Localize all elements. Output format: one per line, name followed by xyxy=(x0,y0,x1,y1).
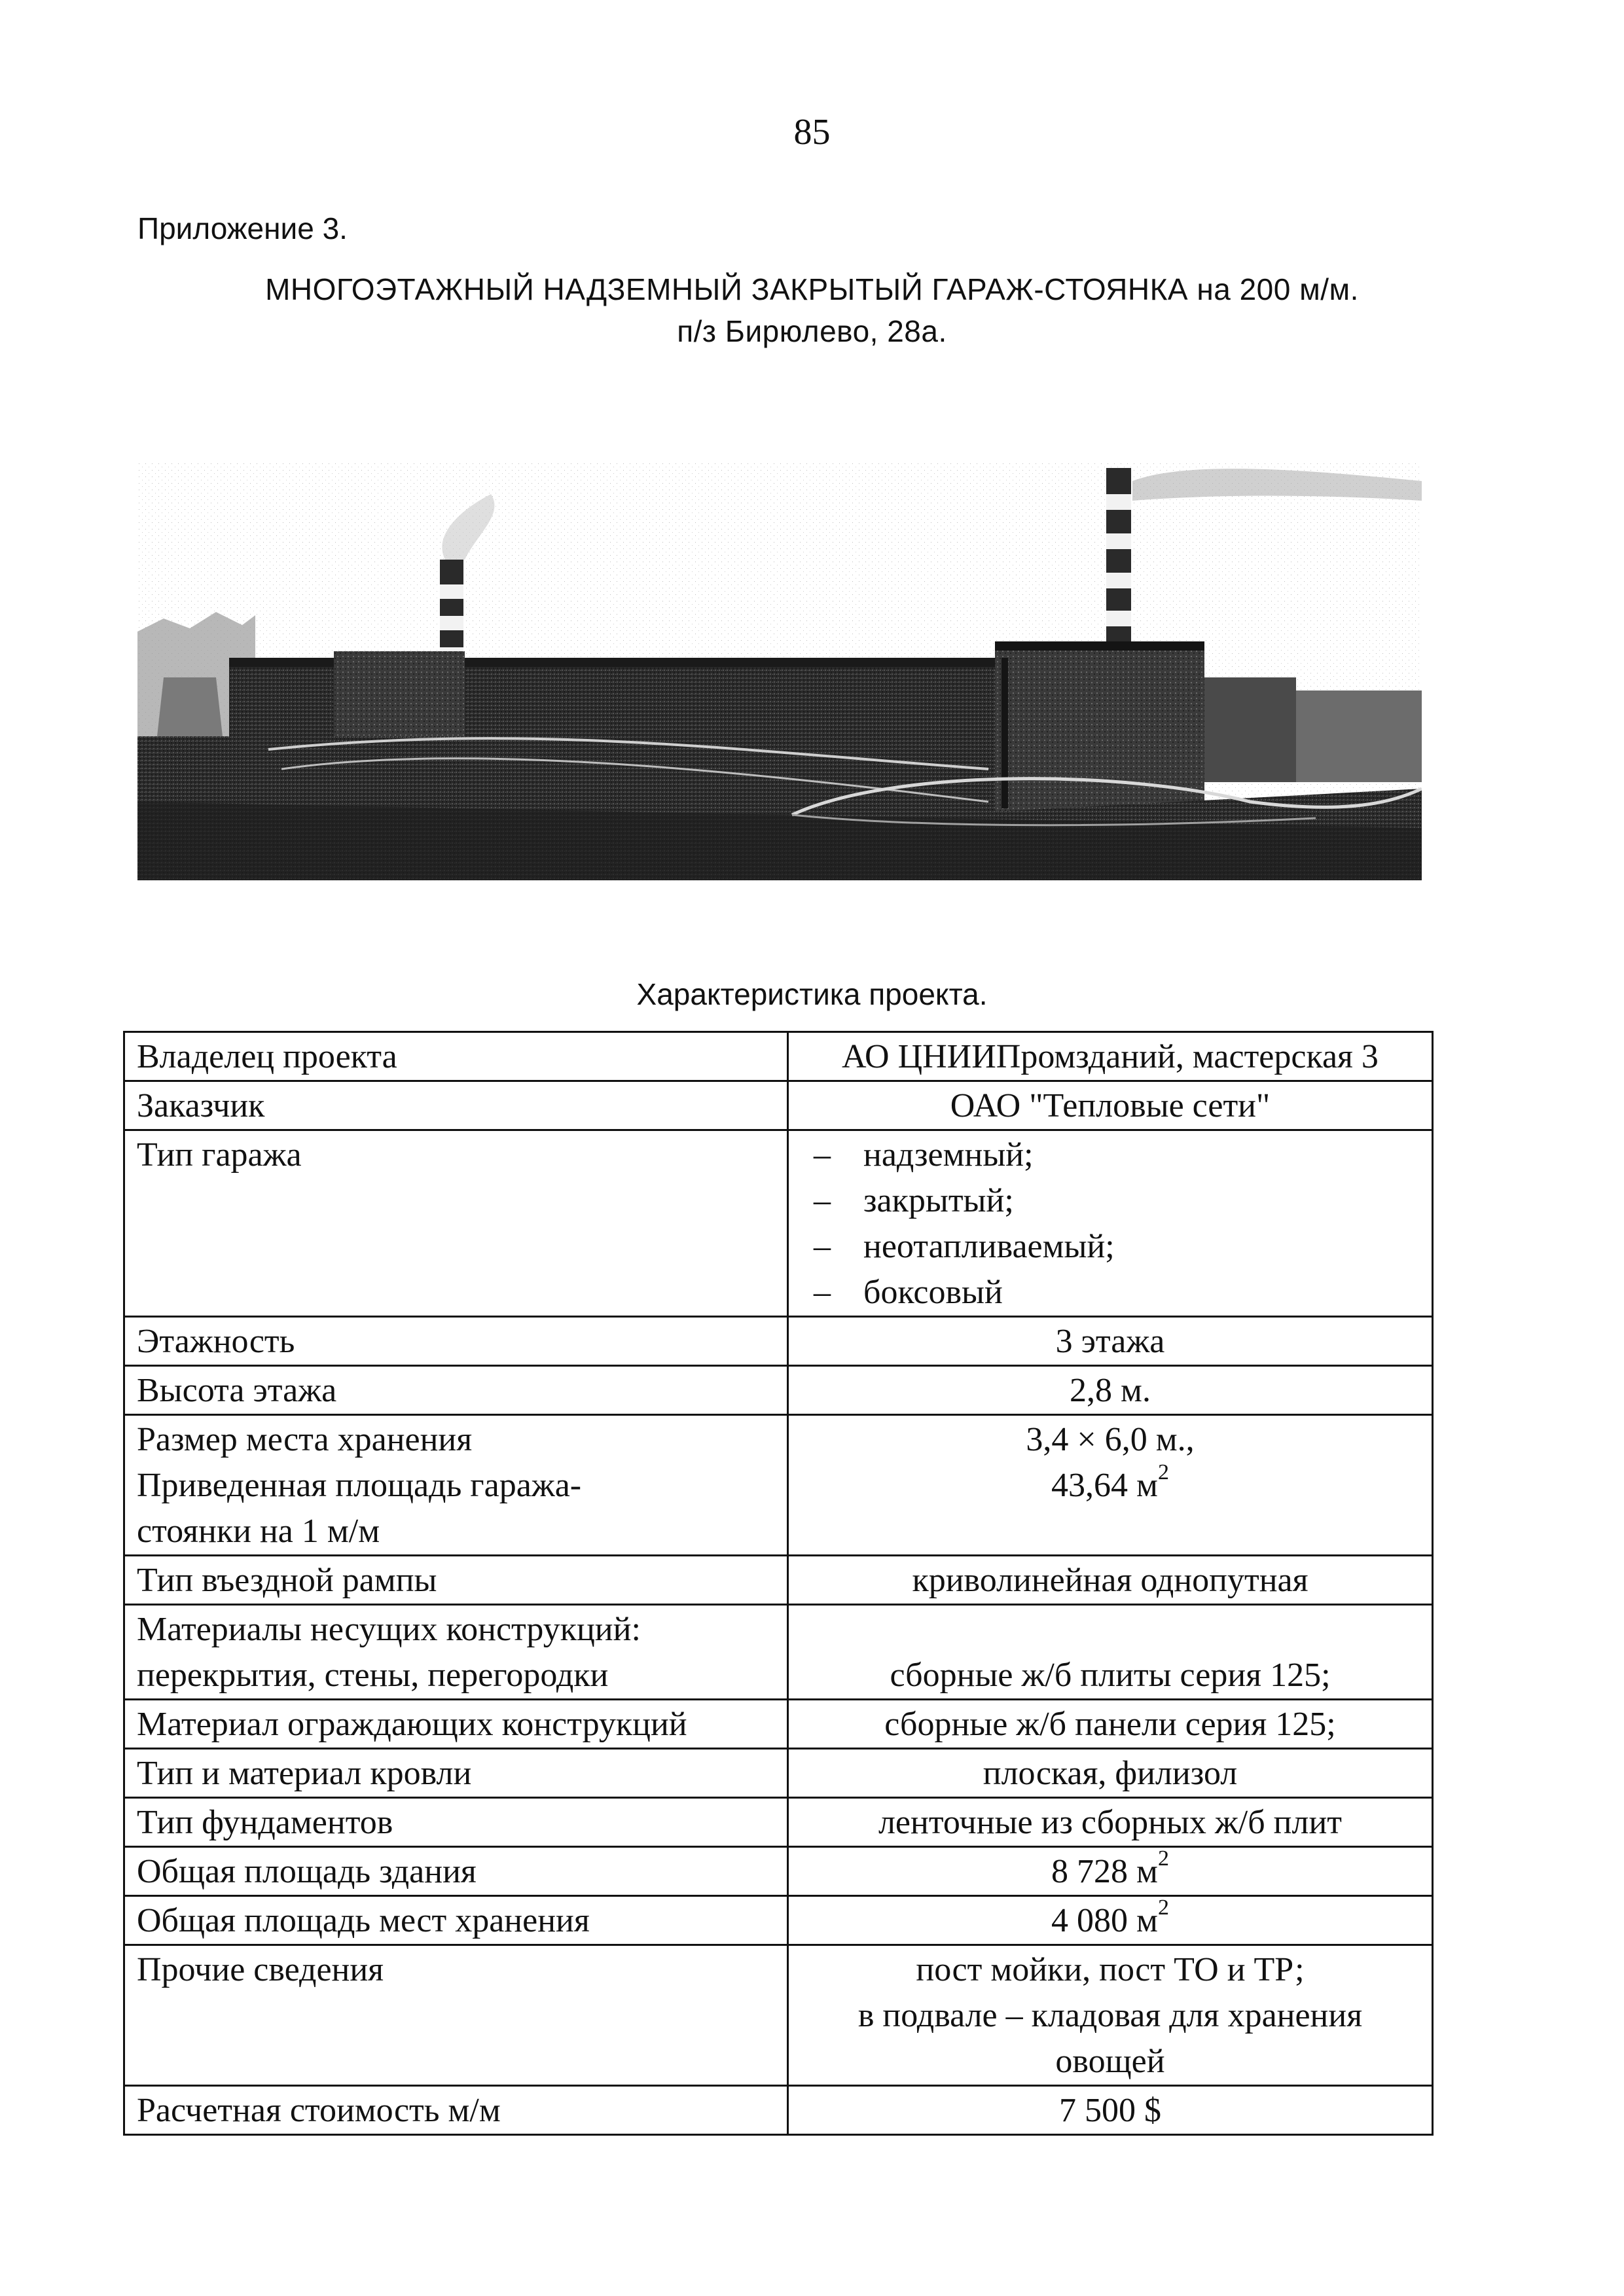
table-row xyxy=(124,1605,1433,1700)
row-value: АО ЦНИИПромзданий, мастерская 3 xyxy=(788,1032,1433,1081)
row-value: криволинейная однопутная xyxy=(788,1556,1433,1605)
row-label: Прочие сведения xyxy=(124,1945,788,2086)
row-value: сборные ж/б панели серия 125; xyxy=(788,1700,1433,1749)
row-value: сборные ж/б плиты серия 125; xyxy=(788,1605,1433,1700)
list-item xyxy=(801,1270,1420,1316)
row-value: 7 500 $ xyxy=(788,2086,1433,2135)
row-label: Материал ограждающих конструкций xyxy=(124,1700,788,1749)
row-label-line: стоянки на 1 м/м xyxy=(137,1513,380,1550)
list-item-text: неотапливаемый; xyxy=(863,1228,1115,1265)
table-row xyxy=(124,1896,1433,1945)
row-value xyxy=(788,1945,1433,2086)
superscript: 2 xyxy=(1157,1846,1169,1871)
table-row xyxy=(124,1081,1433,1130)
table-row xyxy=(124,1032,1433,1081)
row-value-line: в подвале – кладовая для хранения xyxy=(857,1997,1363,2034)
row-label: Владелец проекта xyxy=(124,1032,788,1081)
row-label: Общая площадь здания xyxy=(124,1847,788,1896)
row-value xyxy=(788,1896,1433,1945)
table-row xyxy=(124,1749,1433,1798)
superscript: 2 xyxy=(1157,1895,1169,1920)
row-value xyxy=(788,1847,1433,1896)
table-row xyxy=(124,1798,1433,1847)
table-row xyxy=(124,1317,1433,1366)
row-value-line: пост мойки, пост ТО и ТР; xyxy=(916,1951,1305,1988)
area-value: 4 080 м xyxy=(1051,1902,1158,1939)
row-value xyxy=(788,1130,1433,1317)
row-label: Этажность xyxy=(124,1317,788,1366)
garage-photo xyxy=(137,461,1422,880)
row-label-line: Размер места хранения xyxy=(137,1421,473,1458)
list-item xyxy=(801,1224,1420,1270)
row-label: Тип фундаментов xyxy=(124,1798,788,1847)
table-caption: Характеристика проекта. xyxy=(636,977,988,1011)
row-value-line: 3,4 × 6,0 м., xyxy=(1026,1421,1195,1458)
table-row xyxy=(124,1366,1433,1415)
dash-mark: – xyxy=(814,1274,831,1311)
row-value-line: овощей xyxy=(1055,2043,1165,2080)
dash-mark: – xyxy=(814,1182,831,1219)
row-value: 2,8 м. xyxy=(788,1366,1433,1415)
dash-mark: – xyxy=(814,1228,831,1265)
area-value: 8 728 м xyxy=(1051,1853,1158,1890)
row-label: Тип гаража xyxy=(124,1130,788,1317)
area-value: 43,64 м xyxy=(1051,1467,1158,1504)
row-label: Тип въездной рампы xyxy=(124,1556,788,1605)
list-item-text: надземный; xyxy=(863,1136,1034,1174)
page-number: 85 xyxy=(793,112,831,152)
row-label-line: Приведенная площадь гаража- xyxy=(137,1467,582,1504)
row-value: ленточные из сборных ж/б плит xyxy=(788,1798,1433,1847)
row-value xyxy=(788,1415,1433,1556)
row-label xyxy=(124,1605,788,1700)
table-row xyxy=(124,1847,1433,1896)
table-row xyxy=(124,1130,1433,1317)
row-value: ОАО "Тепловые сети" xyxy=(788,1081,1433,1130)
project-spec-table xyxy=(123,1031,1434,2136)
table-row xyxy=(124,1945,1433,2086)
row-value-line xyxy=(801,1460,1420,1509)
table-row xyxy=(124,1556,1433,1605)
appendix-label: Приложение 3. xyxy=(137,211,348,245)
title-line-1: МНОГОЭТАЖНЫЙ НАДЗЕМНЫЙ ЗАКРЫТЫЙ ГАРАЖ-СТОЯНКА на 200 м/м. xyxy=(265,272,1359,306)
row-label-line: Материалы несущих конструкций: xyxy=(137,1611,641,1648)
table-row xyxy=(124,1415,1433,1556)
row-label-line: перекрытия, стены, перегородки xyxy=(137,1657,609,1694)
document-title xyxy=(0,268,1624,352)
row-label: Заказчик xyxy=(124,1081,788,1130)
row-label: Расчетная стоимость м/м xyxy=(124,2086,788,2135)
row-label xyxy=(124,1415,788,1556)
list-item-text: закрытый; xyxy=(863,1182,1014,1219)
superscript: 2 xyxy=(1157,1460,1169,1484)
row-value: плоская, филизол xyxy=(788,1749,1433,1798)
list-item-text: боксовый xyxy=(863,1274,1003,1311)
list-item xyxy=(801,1132,1420,1178)
row-label: Общая площадь мест хранения xyxy=(124,1896,788,1945)
dash-mark: – xyxy=(814,1136,831,1174)
list-item xyxy=(801,1178,1420,1224)
row-value: 3 этажа xyxy=(788,1317,1433,1366)
garage-photo-image xyxy=(137,461,1422,880)
table-row xyxy=(124,2086,1433,2135)
garage-type-list xyxy=(801,1132,1420,1316)
row-label: Тип и материал кровли xyxy=(124,1749,788,1798)
title-line-2: п/з Бирюлево, 28а. xyxy=(677,314,947,348)
table-row xyxy=(124,1700,1433,1749)
row-label: Высота этажа xyxy=(124,1366,788,1415)
